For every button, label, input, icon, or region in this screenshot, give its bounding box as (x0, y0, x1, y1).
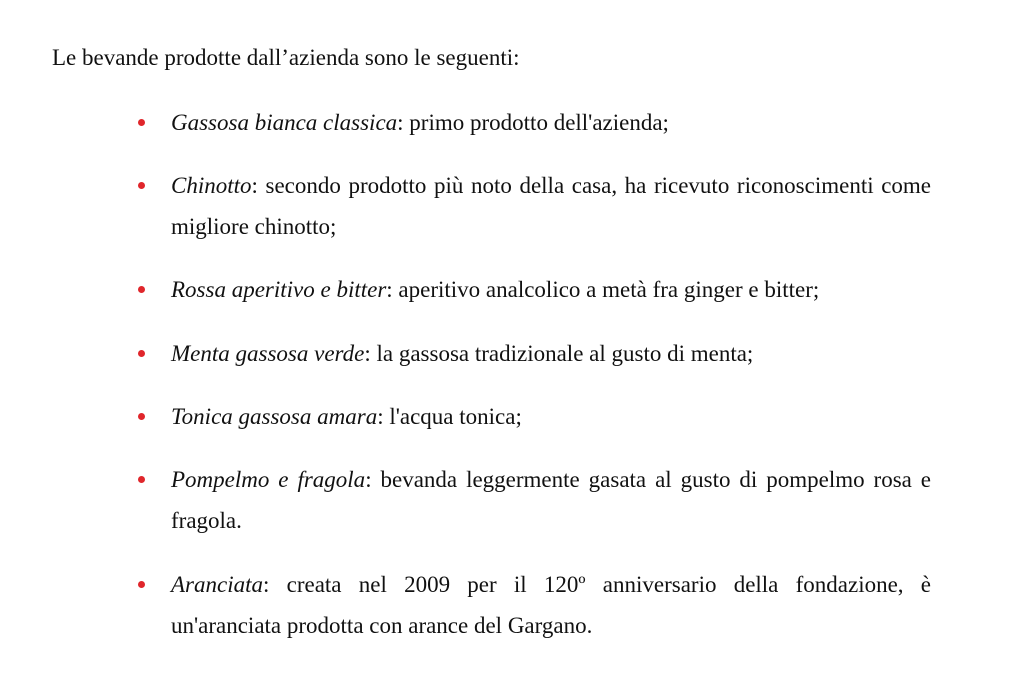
list-item-text (171, 333, 931, 374)
beverage-name: Chinotto (171, 173, 252, 198)
beverage-name: Pompelmo e fragola (171, 467, 366, 492)
bullet-icon (138, 119, 145, 126)
list-item (138, 269, 931, 310)
beverage-description: : aperitivo analcolico a metà fra ginger e bitter; (386, 277, 820, 302)
beverage-description: : creata nel 2009 per il 120º anniversario della fondazione, è un'aranciata prodotta con arance del Gargano. (171, 572, 931, 638)
list-item (138, 102, 931, 143)
beverage-description: : l'acqua tonica; (377, 404, 522, 429)
beverage-description: : secondo prodotto più noto della casa, ha ricevuto riconoscimenti come migliore chinotto; (171, 173, 931, 239)
list-item-text (171, 564, 931, 646)
list-item (138, 459, 931, 541)
beverage-description: : primo prodotto dell'azienda; (397, 110, 669, 135)
bullet-icon (138, 581, 145, 588)
bullet-icon (138, 286, 145, 293)
beverage-name: Aranciata (171, 572, 263, 597)
list-item (138, 165, 931, 247)
list-item (138, 396, 931, 437)
list-item (138, 333, 931, 374)
list-item-text (171, 165, 931, 247)
list-item-text (171, 102, 931, 143)
beverage-name: Menta gassosa verde (171, 341, 365, 366)
bullet-icon (138, 350, 145, 357)
list-item-text (171, 396, 931, 437)
bullet-icon (138, 476, 145, 483)
beverage-description: : la gassosa tradizionale al gusto di menta; (364, 341, 754, 366)
bullet-icon (138, 182, 145, 189)
beverage-name: Gassosa bianca classica (171, 110, 398, 135)
beverage-name: Tonica gassosa amara (171, 404, 378, 429)
beverage-name: Rossa aperitivo e bitter (171, 277, 387, 302)
bullet-icon (138, 413, 145, 420)
list-item (138, 564, 931, 646)
list-item-text (171, 459, 931, 541)
beverage-description: : bevanda leggermente gasata al gusto di pompelmo rosa e fragola. (171, 467, 931, 533)
list-item-text (171, 269, 931, 310)
intro-paragraph: Le bevande prodotte dall’azienda sono le seguenti: (52, 45, 520, 70)
